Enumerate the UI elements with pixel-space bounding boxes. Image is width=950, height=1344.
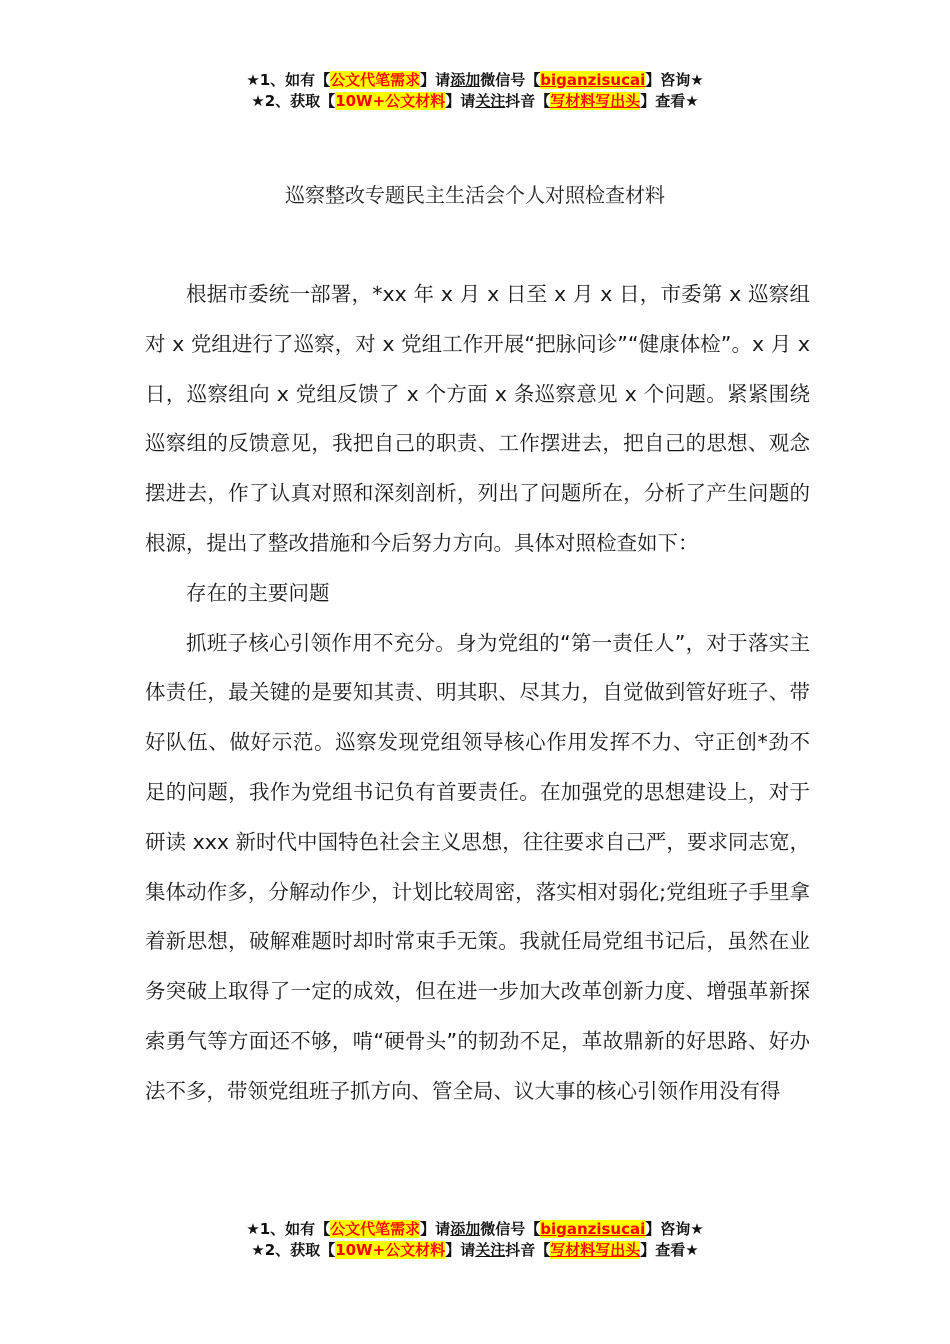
banner-line-1 (0, 1219, 950, 1240)
wechat-id-link[interactable]: biganzisucai (540, 1220, 646, 1238)
underlined-text: 关注 (475, 92, 506, 110)
banner-text: ★2、获取【 (251, 92, 336, 110)
banner-line-2 (0, 91, 950, 112)
douyin-account-link[interactable]: 写材料写出头 (550, 92, 641, 110)
paragraph-intro: 根据市委统一部署，*xx 年 x 月 x 日至 x 月 x 日，市委第 x 巡察组对 x 党组进行了巡察，对 x 党组工作开展“把脉问诊”“健康体检”。x 月 x 日，巡察组向 x 党组反馈了 x 个方面 x 条巡察意见 x 个问题。紧紧围绕巡察组的反馈意见，我把自己的职责、工作摆进去，把自己的思想、观念摆进去，作了认真对照和深刻剖析，列出了问题所在，分析了产生问题的根源，提出了整改措施和今后努力方向。具体对照检查如下： (145, 282, 810, 555)
paragraph-issue-1: 抓班子核心引领作用不充分。身为党组的“第一责任人”，对于落实主体责任，最关键的是要知其责、明其职、尽其力，自觉做到管好班子、带好队伍、做好示范。巡察发现党组领导核心作用发挥不力、守正创*劲不足的问题，我作为党组书记负有首要责任。在加强党的思想建设上，对于研读 xxx 新时代中国特色社会主义思想，往往要求自己严，要求同志宽，集体动作多，分解动作少，计划比较周密，落实相对弱化;党组班子手里拿着新思想，破解难题时却时常束手无策。我就任局党组书记后，虽然在业务突破上取得了一定的成效，但在进一步加大改革创新力度、增强革新探索勇气等方面还不够，啃“硬骨头”的韧劲不足，革故鼎新的好思路、好办法不多，带领党组班子抓方向、管全局、议大事的核心引领作用没有得 (145, 630, 810, 1103)
underlined-text: 关注 (475, 1241, 506, 1259)
section-heading: 存在的主要问题 (186, 580, 330, 605)
banner-text: 】咨询★ (645, 71, 704, 89)
banner-text: 】请 (445, 92, 476, 110)
wechat-id-link[interactable]: biganzisucai (540, 71, 646, 89)
banner-text: ★1、如有【 (246, 1220, 331, 1238)
banner-text: 微信号【 (480, 71, 541, 89)
banner-text: ★1、如有【 (246, 71, 331, 89)
banner-text: 抖音【 (505, 1241, 551, 1259)
banner-text: 】请 (445, 1241, 476, 1259)
banner-text: 抖音【 (505, 92, 551, 110)
header-banner (0, 70, 950, 112)
highlight-text: 10W+公文材料 (335, 1241, 446, 1259)
document-body (145, 270, 810, 1117)
banner-text: 】查看★ (640, 92, 699, 110)
banner-text: ★2、获取【 (251, 1241, 336, 1259)
banner-text: 】咨询★ (645, 1220, 704, 1238)
underlined-text: 添加 (450, 1220, 481, 1238)
banner-line-1 (0, 70, 950, 91)
banner-text: 】请 (420, 71, 451, 89)
highlight-text: 公文代笔需求 (330, 71, 421, 89)
banner-line-2 (0, 1240, 950, 1261)
banner-text: 】请 (420, 1220, 451, 1238)
underlined-text: 添加 (450, 71, 481, 89)
douyin-account-link[interactable]: 写材料写出头 (550, 1241, 641, 1259)
document-title: 巡察整改专题民主生活会个人对照检查材料 (285, 183, 665, 207)
banner-text: 】查看★ (640, 1241, 699, 1259)
highlight-text: 公文代笔需求 (330, 1220, 421, 1238)
highlight-text: 10W+公文材料 (335, 92, 446, 110)
banner-text: 微信号【 (480, 1220, 541, 1238)
footer-banner (0, 1219, 950, 1261)
